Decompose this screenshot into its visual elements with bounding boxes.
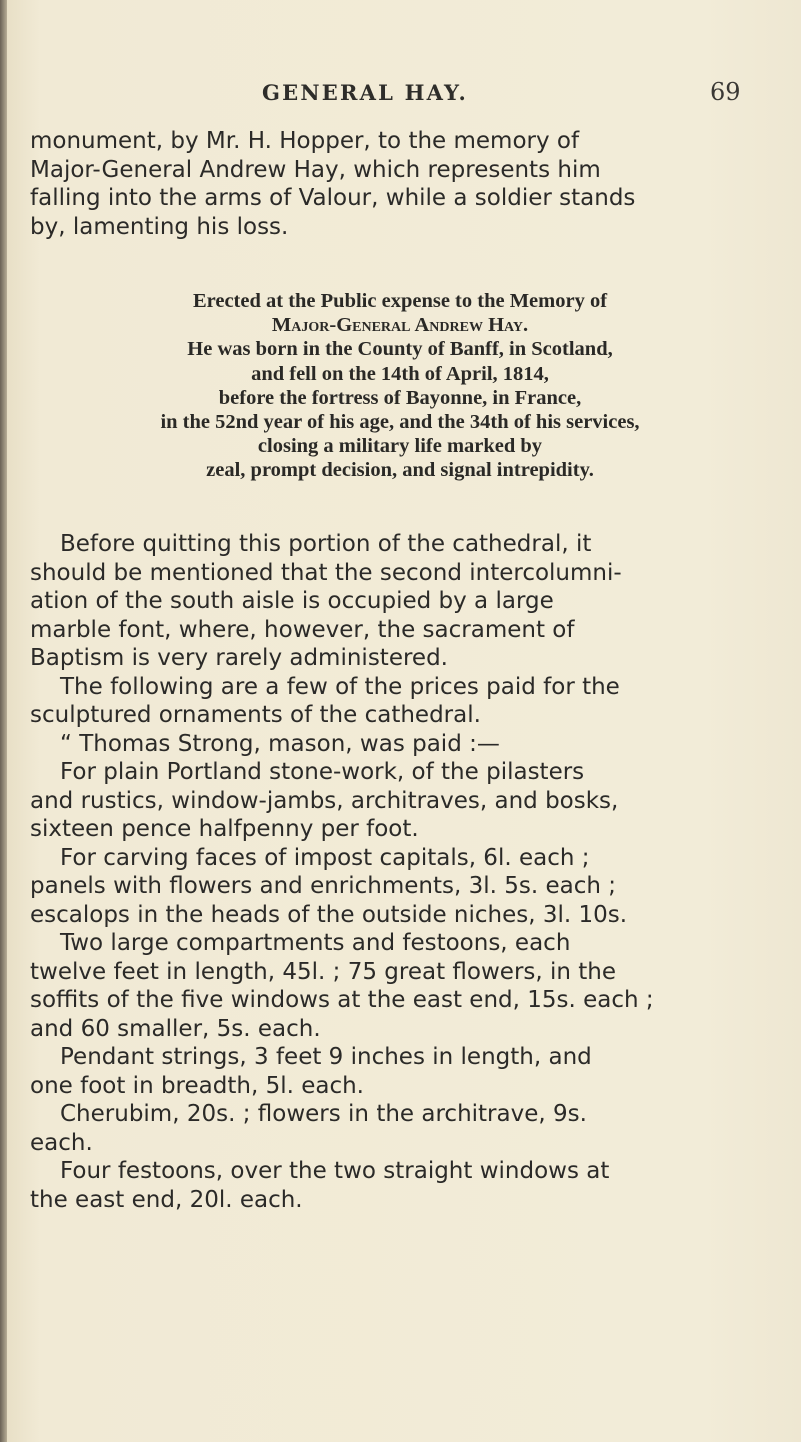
text-line: escalops in the heads of the outside niches, 3l. 10s.	[30, 901, 628, 928]
text-line: Cherubim, 20s. ; flowers in the architrave, 9s.	[60, 1101, 587, 1127]
binding-gutter	[0, 0, 7, 1442]
text-line: the east end, 20l. each.	[30, 1186, 303, 1213]
text-line: The following are a few of the prices paid for the	[60, 673, 620, 700]
inscription-line: zeal, prompt decision, and signal intrepidity.	[206, 459, 594, 482]
text-line: twelve feet in length, 45l. ; 75 great flowers, in the	[30, 958, 617, 985]
inscription-line: Erected at the Public expense to the Memory of	[192, 290, 608, 312]
page-header	[0, 80, 801, 114]
text-line: should be mentioned that the second intercolumni-	[30, 559, 622, 586]
text-line: panels with flowers and enrichments, 3l. 5s. each ;	[30, 873, 617, 899]
paragraph-prices	[30, 530, 770, 1214]
text-line: For plain Portland stone-work, of the pilasters	[60, 759, 585, 785]
text-line: Two large compartments and festoons, each	[60, 930, 571, 956]
paragraph-monument	[30, 127, 770, 241]
text-line: and 60 smaller, 5s. each.	[30, 1015, 321, 1042]
text-line: falling into the arms of Valour, while a soldier stands	[30, 185, 636, 211]
inscription-line: closing a military life marked by	[257, 435, 543, 458]
text-line: Before quitting this portion of the cathedral, it	[60, 531, 592, 557]
text-line: marble font, where, however, the sacrament of	[30, 616, 575, 643]
inscription-line: in the 52nd year of his age, and the 34th of his services,	[160, 411, 640, 434]
text-line: soffits of the five windows at the east end, 15s. each ;	[30, 987, 654, 1013]
text-line: and rustics, window-jambs, architraves, and bosks,	[30, 787, 619, 814]
text-line: Four festoons, over the two straight windows at	[60, 1158, 610, 1184]
text-line: sculptured ornaments of the cathedral.	[30, 702, 481, 728]
text-line: sixteen pence halfpenny per foot.	[30, 816, 419, 842]
text-line: ation of the south aisle is occupied by a large	[30, 588, 554, 614]
page-number: 69	[710, 78, 741, 106]
text-line: “ Thomas Strong, mason, was paid :—	[60, 730, 500, 757]
text-line: each.	[30, 1129, 93, 1156]
text-line: monument, by Mr. H. Hopper, to the memory of	[30, 128, 580, 154]
text-line: Pendant strings, 3 feet 9 inches in length, and	[60, 1044, 592, 1070]
text-line: by, lamenting his loss.	[30, 213, 289, 240]
text-line: Baptism is very rarely administered.	[30, 645, 448, 671]
text-line: one foot in breadth, 5l. each.	[30, 1072, 364, 1099]
running-title: GENERAL HAY.	[262, 80, 469, 105]
inscription-line: and fell on the 14th of April, 1814,	[251, 362, 549, 385]
inscription-line: He was born in the County of Banff, in Scotland,	[187, 338, 613, 361]
text-line: Major-General Andrew Hay, which represents him	[30, 156, 601, 183]
text-line: For carving faces of impost capitals, 6l. each ;	[60, 844, 590, 871]
inscription-line: before the fortress of Bayonne, in France,	[218, 386, 582, 409]
monument-inscription	[30, 289, 770, 483]
inscription-line: Major-General Andrew Hay.	[271, 314, 529, 337]
